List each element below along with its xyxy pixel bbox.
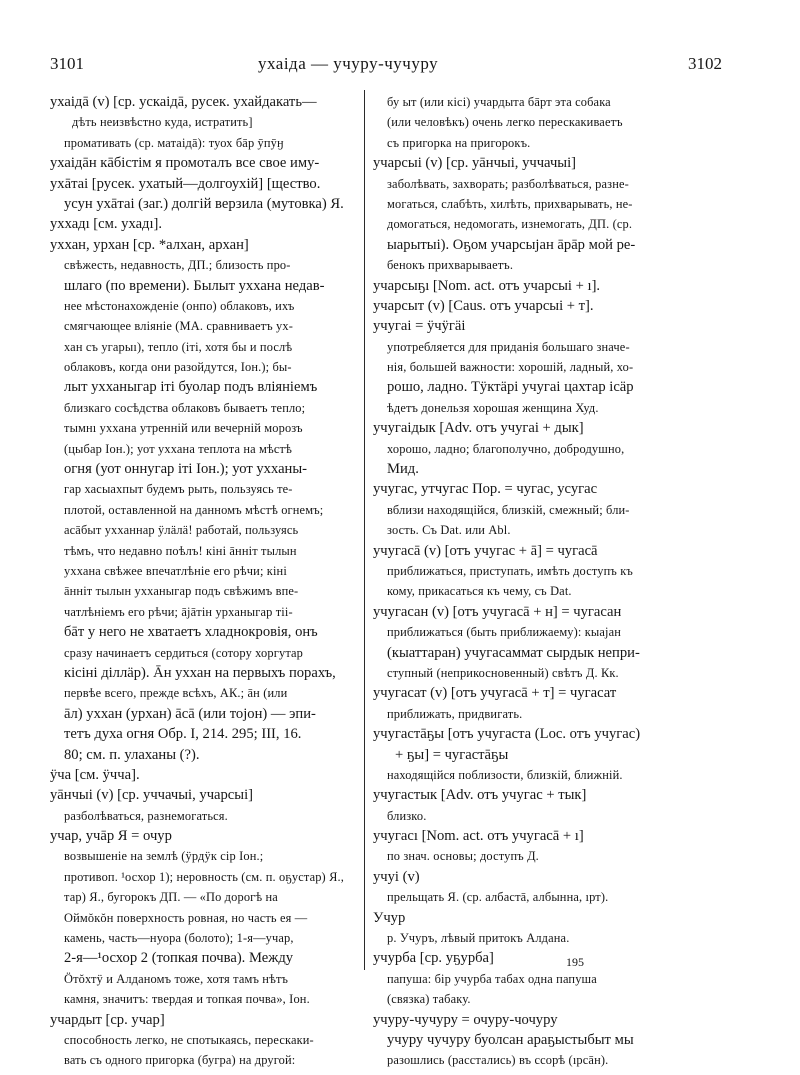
entry-text-line: + ҕы] = чугастāҕы bbox=[395, 746, 509, 763]
entry-headword-line: учурба [ср. уҕурба] bbox=[373, 950, 494, 967]
dictionary-entry bbox=[373, 602, 773, 684]
entry-text-line: тымнı ухханa утреннiй или вечернiй морозъ bbox=[64, 421, 303, 436]
entry-headword-line: учугастāҕы [отъ учугаста (Loc. отъ учугас) bbox=[373, 726, 641, 743]
entry-text-line: близкаго сосѣдства облаковъ бываетъ тепло; bbox=[64, 400, 306, 415]
dictionary-entry bbox=[50, 765, 360, 785]
entry-text-line: āл) уххан (урхан) āсā (или тојон) — эпи- bbox=[64, 705, 316, 722]
dictionary-entry bbox=[373, 316, 773, 418]
entry-headword-line: учуі (v) bbox=[373, 868, 420, 885]
entry-text-line: домогаться, недомогать, изнемогать, ДП. (ср. bbox=[387, 217, 633, 232]
page-number-right: 3102 bbox=[688, 54, 722, 73]
entry-text-line: сразу начинаетъ сердиться (сотору хоргутар bbox=[64, 645, 304, 660]
entry-text-line: возвышенiе на землѣ (ӱрдӱк сiр Іон.; bbox=[64, 849, 264, 864]
entry-headword-line: уххадı [см. ухадı]. bbox=[50, 216, 163, 233]
entry-text-line: асāбыт ухханнар ӱлäлä! работай, пользуясь bbox=[64, 523, 299, 538]
entry-text-line: вблизи находящiйся, близкiй, смежный; бли- bbox=[387, 502, 630, 517]
entry-text-line: Оймŏкŏн поверхность ровная, но часть ея — bbox=[64, 910, 308, 925]
entry-text-line: ухханa свѣжее впечатлѣнiе его рѣчи; кiнi bbox=[64, 563, 287, 578]
entry-text-line: заболѣвать, захворать; разболѣваться, разне- bbox=[387, 176, 629, 191]
entry-text-line: папуша: бiр учурба табах одна папуша bbox=[387, 971, 597, 986]
entry-headword-line: учарсыi (v) [ср. уāнчыi, уччачыi] bbox=[373, 155, 577, 172]
dictionary-entry bbox=[373, 541, 773, 602]
entry-text-line: нiя, большей важности: хорошiй, ладный, хо- bbox=[387, 360, 634, 375]
entry-text-line: плотой, оставленной на данномъ мѣстѣ огнемъ; bbox=[64, 502, 324, 517]
entry-text-line: разошлись (расстались) въ ссорѣ (ıрсāн). bbox=[387, 1053, 609, 1068]
entry-text-line: лыт ухханыгар iтi буолар подъ влiянiемъ bbox=[64, 379, 318, 396]
dictionary-entry bbox=[50, 235, 360, 765]
dictionary-entry bbox=[373, 418, 773, 479]
dictionary-entry bbox=[373, 826, 773, 867]
column-divider bbox=[364, 90, 365, 970]
dictionary-entry bbox=[373, 296, 773, 316]
entry-text-line: огня (уот оннугар iтi Іон.); уот ухханы- bbox=[64, 461, 308, 478]
entry-text-line: близко. bbox=[387, 808, 427, 823]
entry-text-line: р. Учуръ, лѣвый притокъ Алдана. bbox=[387, 931, 570, 946]
entry-headword-line: учуру-чучуру = очуру-чочуру bbox=[373, 1011, 558, 1028]
entry-text-line: дѣть неизвѣстно куда, истратить] bbox=[72, 115, 253, 130]
dictionary-entry bbox=[373, 92, 773, 153]
dictionary-entry bbox=[50, 1010, 360, 1071]
entry-headword-line: учугаі = ӱчӱгäi bbox=[373, 318, 466, 335]
entry-text-line: ухаідāн кāбiстiм я промоталъ все свое иму- bbox=[50, 155, 320, 172]
dictionary-entry bbox=[373, 683, 773, 724]
entry-text-line: шлаго (по времени). Былыт ухханa недав- bbox=[64, 277, 325, 294]
entry-text-line: облаковъ, когда они разойдутся, Іон.); бы- bbox=[64, 360, 292, 375]
entry-text-line: ступный (неприкосновенный) свѣтъ Д. Кк. bbox=[387, 665, 619, 680]
entry-text-line: кiсiнi дiллäр). Āн уххан на первыхъ порахъ, bbox=[64, 664, 336, 681]
entry-headword-line: бу ыт (или кiсi) учардыта бāрт эта собака bbox=[387, 95, 611, 109]
entry-headword-line: учарсыҕı [Nom. act. отъ учарсыi + ı]. bbox=[373, 277, 601, 294]
dictionary-entry bbox=[373, 908, 773, 949]
entry-text-line: первѣе всего, прежде всѣхъ, АК.; āн (или bbox=[64, 686, 288, 701]
dictionary-entry bbox=[50, 92, 360, 214]
entry-text-line: бāт у него не хватаетъ хладнокровiя, онъ bbox=[64, 624, 318, 641]
entry-text-line: 2-я—¹осхор 2 (топкая почва). Между bbox=[64, 950, 294, 967]
entry-text-line: кому, прикасаться къ чему, съ Dat. bbox=[387, 584, 572, 599]
entry-text-line: зость. Съ Dat. или Abl. bbox=[387, 523, 511, 538]
dictionary-entry bbox=[373, 1010, 773, 1071]
entry-text-line: камень, часть—нуора (болото); 1-я—учар, bbox=[64, 931, 294, 946]
entry-text-line: противоп. ¹осхор 1); неровность (см. п. оҕустар) Я., bbox=[64, 869, 344, 884]
entry-text-line: (связка) табаку. bbox=[387, 992, 471, 1007]
entry-text-line: нее мѣстонахожденiе (онпо) облаковъ, ихъ bbox=[64, 298, 295, 313]
entry-headword-line: учардыт [ср. учар] bbox=[50, 1011, 165, 1028]
entry-headword-line: учарсыт (v) [Caus. отъ учарсыi + т]. bbox=[373, 297, 594, 314]
dictionary-entry bbox=[373, 785, 773, 826]
entry-text-line: приближаться (быть приближаему): кыајан bbox=[387, 625, 622, 640]
entry-text-line: ыарытыi). Оҕом учарсыјан āрāр мой ре- bbox=[387, 236, 636, 253]
page-number-left: 3101 bbox=[50, 54, 84, 73]
entry-headword-line: ухаідā (v) [ср. ускаідā, русек. ухайдакать— bbox=[50, 94, 317, 110]
entry-text-line: тар) Я., бугорокъ ДП. — «По дорогѣ на bbox=[64, 890, 278, 905]
entry-text-line: рошо, ладно. Тӱктäрi учугаі цахтар iсäр bbox=[387, 379, 634, 396]
entry-headword-line: учугастык [Adv. отъ учугас + тык] bbox=[373, 787, 587, 804]
entry-text-line: хан съ угарыı), тепло (iтi, хотя бы и послѣ bbox=[64, 339, 293, 354]
dictionary-entry bbox=[50, 214, 360, 234]
entry-text-line: приближаться, приступать, имѣть доступъ къ bbox=[387, 563, 633, 578]
entry-headword-line: учугасан (v) [отъ учугасā + н] = чугасан bbox=[373, 603, 622, 620]
entry-text-line: разболѣваться, разнемогаться. bbox=[64, 808, 228, 823]
entry-text-line: учуру чучуру буолсан араҕыстыбыт мы bbox=[387, 1031, 634, 1048]
dictionary-entry bbox=[373, 276, 773, 296]
entry-text-line: ѣдетъ донельзя хорошая женщина Худ. bbox=[387, 400, 599, 415]
dictionary-entry bbox=[373, 724, 773, 785]
entry-headword-line: учугасат (v) [отъ учугасā + т] = чугасат bbox=[373, 685, 617, 702]
entry-text-line: прельщать Я. (ср. албастā, албынна, ıрт). bbox=[387, 890, 609, 905]
entry-text-line: свѣжесть, недавность, ДП.; близость про- bbox=[64, 258, 291, 273]
entry-text-line: находящiйся поблизости, близкiй, ближнiй. bbox=[387, 767, 623, 782]
entry-text-line: гар хасыахпыт будемъ рыть, пользуясь те- bbox=[64, 482, 293, 497]
entry-text-line: съ пригорка на пригорокъ. bbox=[387, 135, 531, 150]
entry-text-line: способность легко, не спотыкаясь, перескаки- bbox=[64, 1032, 314, 1047]
entry-text-line: āннiт тылын ухханыгар подъ свѣжимъ впе- bbox=[64, 584, 299, 599]
folio-number: 195 bbox=[566, 955, 584, 969]
entry-headword-line: Учур bbox=[373, 909, 406, 926]
dictionary-entry bbox=[50, 826, 360, 1010]
right-column bbox=[373, 92, 773, 1071]
entry-text-line: чатлѣнiемъ его рѣчи; āјāтiн урханыгар тiі- bbox=[64, 604, 293, 619]
entry-text-line: промативать (ср. матаідā): туох бāр ӯпӯӈ bbox=[64, 135, 284, 150]
entry-headword-line: уāнчыi (v) [ср. уччачыi, учарсыi] bbox=[50, 787, 254, 804]
entry-text-line: камня, значитъ: твердая и топкая почва», Іон. bbox=[64, 992, 310, 1007]
entry-text-line: (кыаттаран) учугасаммат сырдык непри- bbox=[387, 644, 640, 661]
entry-text-line: ухāтаі [русек. ухатый—долгоухiй] [щество. bbox=[50, 175, 321, 192]
entry-text-line: 80; см. п. улаханы (?). bbox=[64, 746, 200, 763]
entry-text-line: употребляется для приданiя большаго значе- bbox=[387, 339, 630, 354]
entry-text-line: тетъ духа огня Обр. I, 214. 295; III, 16. bbox=[64, 726, 302, 743]
entry-headword-line: учар, учāр Я = очур bbox=[50, 828, 172, 845]
entry-text-line: Ӧтŏхтӱ и Алданомъ тоже, хотя тамъ нѣтъ bbox=[64, 971, 289, 986]
dictionary-entry bbox=[50, 785, 360, 826]
entry-headword-line: учугасı [Nom. act. отъ учугасā + ı] bbox=[373, 828, 584, 845]
entry-headword-line: учугасā (v) [отъ учугас + ā] = чугасā bbox=[373, 542, 598, 559]
entry-text-line: тѣмъ, что недавно поѣлъ! кiнi āннiт тылын bbox=[64, 543, 297, 558]
entry-text-line: вать съ одного пригорка (бугра) на другой: bbox=[64, 1053, 296, 1068]
entry-text-line: могаться, слабѣть, хилѣть, прихварывать, не- bbox=[387, 196, 633, 211]
entry-text-line: хорошо, ладно; благополучно, добродушно, bbox=[387, 441, 625, 456]
dictionary-entry bbox=[373, 479, 773, 540]
entry-text-line: бенокъ прихварываетъ. bbox=[387, 258, 514, 273]
entry-headword-line: ӱча [см. ӱчча]. bbox=[50, 766, 140, 783]
entry-text-line: приближать, придвигать. bbox=[387, 706, 523, 721]
left-column bbox=[50, 92, 360, 1071]
entry-headword-line: учугаідык [Adv. отъ учугаі + дык] bbox=[373, 420, 584, 437]
running-title: ухаіда — учуру-чучуру bbox=[258, 54, 439, 73]
entry-text-line: смягчающее влiянiе (МА. сравниваетъ ух- bbox=[64, 319, 293, 334]
entry-headword-line: уххан, урхан [ср. *алхан, архан] bbox=[50, 236, 249, 253]
entry-text-line: по знач. основы; доступъ Д. bbox=[387, 849, 539, 864]
dictionary-entry bbox=[373, 867, 773, 908]
dictionary-entry bbox=[373, 153, 773, 275]
entry-headword-line: учугас, утчугас Пор. = чугас, усугас bbox=[373, 481, 598, 498]
entry-text-line: усун ухāтаі (заг.) долгiй верзила (мутовка) Я. bbox=[64, 195, 344, 212]
entry-text-line: (или человѣкъ) очень легко перескакиваетъ bbox=[387, 115, 623, 130]
entry-text-line: (цыбар Іон.); уот ухханa теплота на мѣстѣ bbox=[64, 441, 292, 456]
entry-text-line: Мид. bbox=[387, 461, 419, 478]
